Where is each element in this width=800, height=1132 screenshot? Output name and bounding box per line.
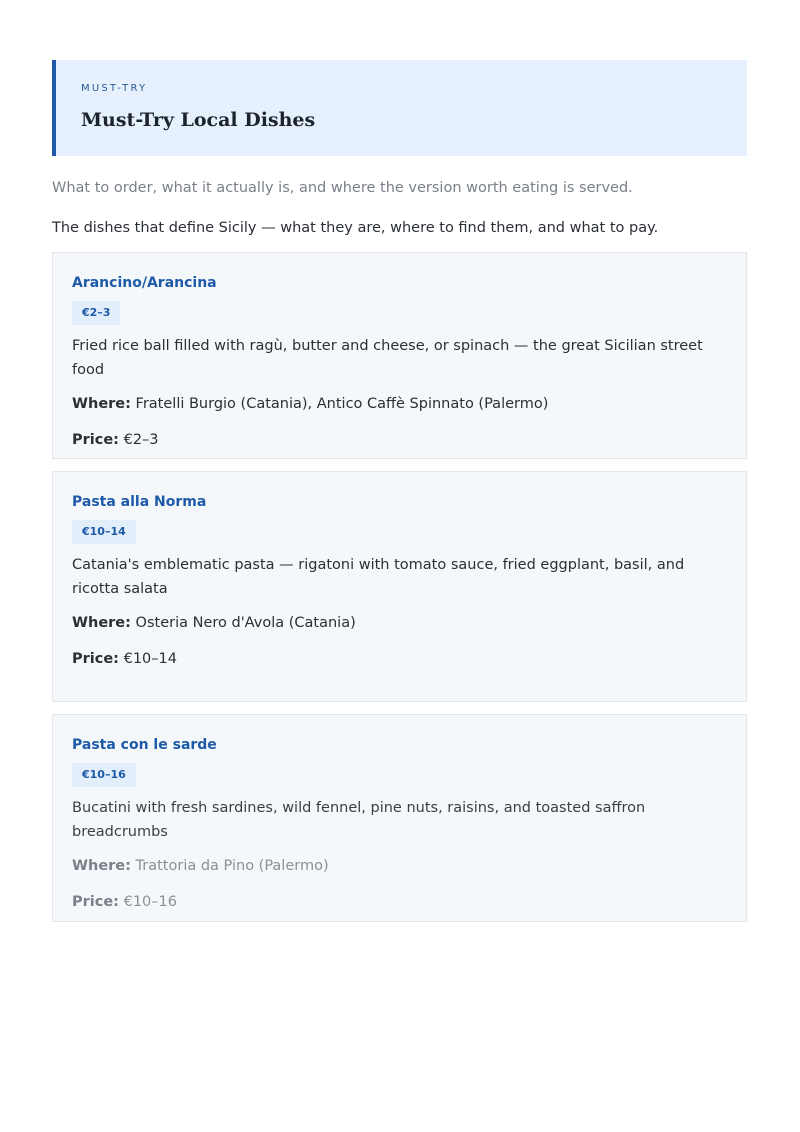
dishes-section [52,60,747,922]
section-intro: The dishes that define Sicily — what they are, where to find them, and what to pay. [52,220,659,236]
where-value: Trattoria da Pino (Palermo) [135,858,329,874]
section-title: Must-Try Local Dishes [81,109,316,131]
dish-name: Arancino/Arancina [72,275,217,291]
dish-price [72,430,727,450]
where-label: Where: [72,615,131,631]
dish-where [72,613,727,633]
price-badge: €10–16 [72,763,136,787]
dish-price [72,649,727,669]
price-badge: €10–14 [72,520,136,544]
dish-where [72,856,727,876]
where-label: Where: [72,858,131,874]
price-badge: €2–3 [72,301,120,325]
section-subtitle: What to order, what it actually is, and where the version worth eating is served. [52,180,633,196]
eyebrow-label: MUST-TRY [81,83,148,94]
where-value: Fratelli Burgio (Catania), Antico Caffè Spinnato (Palermo) [135,396,549,412]
dish-card [52,471,747,702]
section-header [52,60,747,156]
where-label: Where: [72,396,131,412]
dish-description: Bucatini with fresh sardines, wild fennel, pine nuts, raisins, and toasted saffron breadcrumbs [72,800,646,840]
price-label: Price: [72,651,119,667]
price-label: Price: [72,432,119,448]
dish-card [52,252,747,459]
dish-description: Catania's emblematic pasta — rigatoni with tomato sauce, fried eggplant, basil, and ricotta salata [72,557,685,597]
dish-card [52,714,747,922]
dish-description: Fried rice ball filled with ragù, butter and cheese, or spinach — the great Sicilian street food [72,338,703,378]
price-label: Price: [72,894,119,910]
dish-where [72,394,727,414]
where-value: Osteria Nero d'Avola (Catania) [135,615,356,631]
price-value: €10–16 [123,894,177,910]
dish-price [72,892,727,912]
dish-name: Pasta alla Norma [72,494,207,510]
price-value: €2–3 [123,432,159,448]
price-value: €10–14 [123,651,177,667]
dish-name: Pasta con le sarde [72,737,217,753]
